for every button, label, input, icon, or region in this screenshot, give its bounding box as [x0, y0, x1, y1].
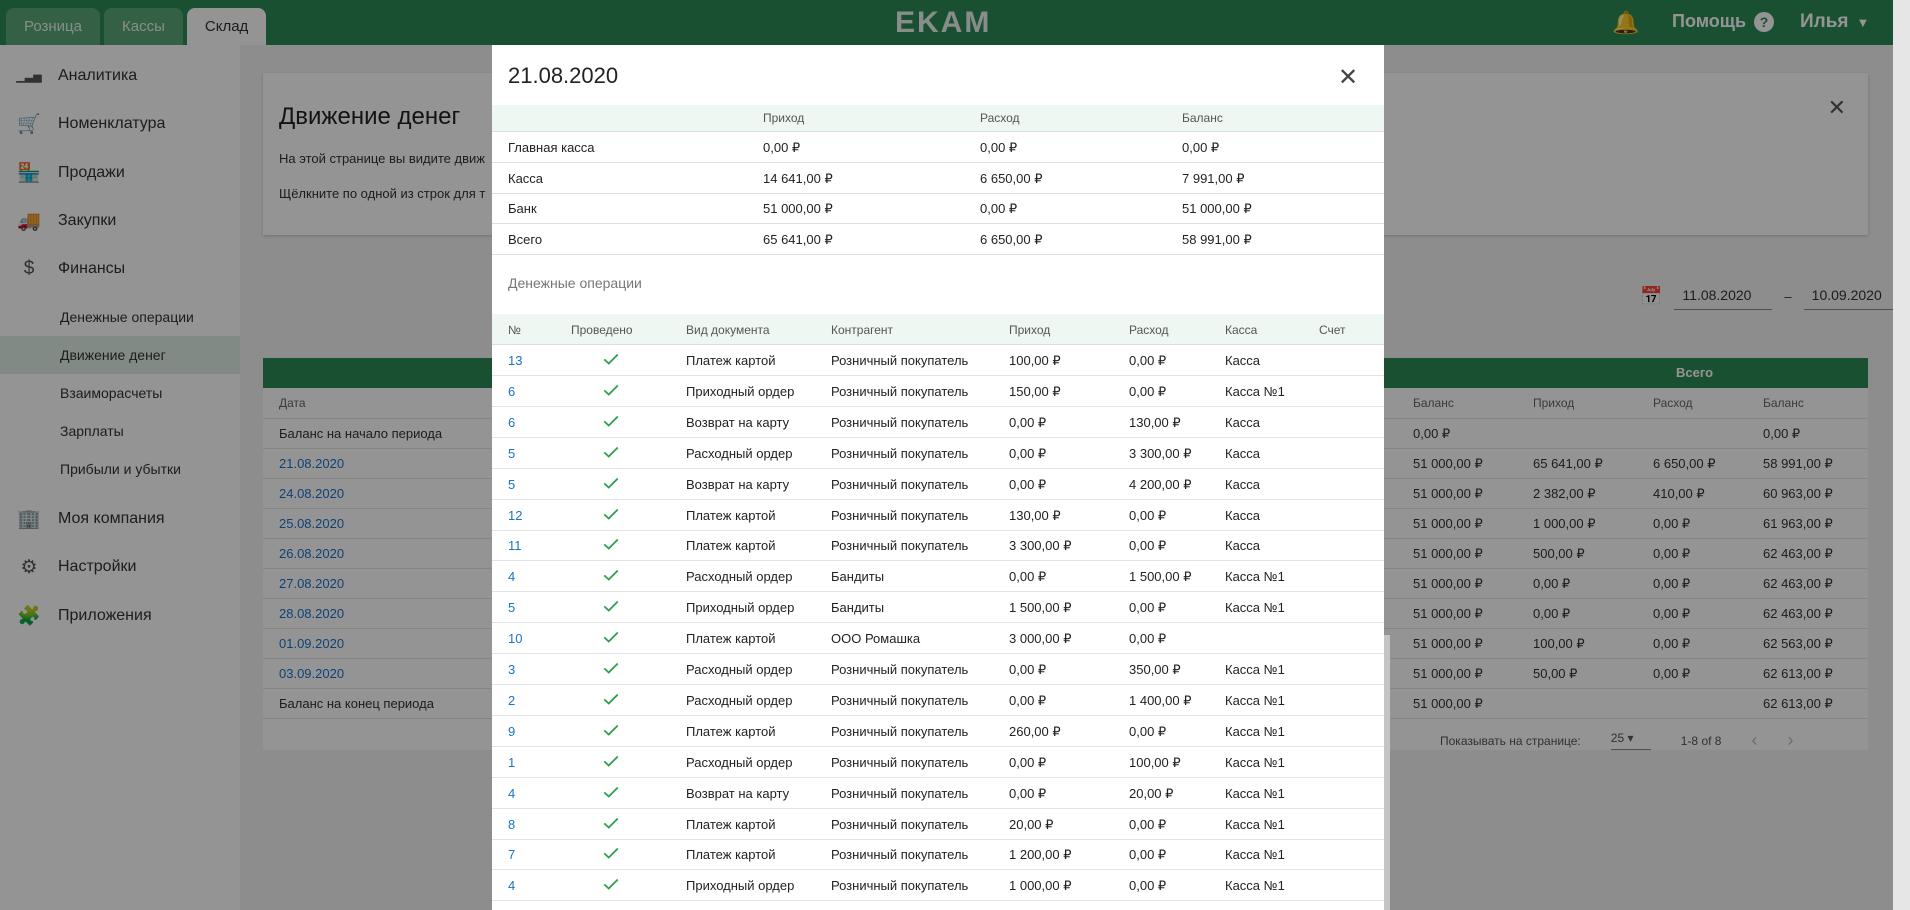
sidebar-subitem-0[interactable]: Денежные операции — [60, 309, 194, 325]
row-balance: 51 000,00 ₽ — [1413, 516, 1483, 531]
operation-row[interactable] — [492, 716, 1384, 747]
summary-account-name: Всего — [508, 231, 543, 247]
sidebar-item-label: Моя компания — [58, 510, 165, 527]
check-icon — [602, 690, 620, 708]
operation-number-link[interactable]: 5 — [508, 600, 516, 616]
operation-expense: 0,00 ₽ — [1129, 353, 1167, 368]
ops-income-header: Приход — [1009, 323, 1051, 337]
rows-per-page-value: 25 — [1610, 731, 1625, 745]
building-icon: 🏢 — [17, 509, 41, 530]
operation-cash: Касса — [1225, 507, 1261, 523]
operation-agent: Бандиты — [831, 569, 885, 585]
operation-agent: Розничный покупатель — [831, 878, 969, 894]
summary-balance: 0,00 ₽ — [1182, 140, 1220, 155]
operation-income: 150,00 ₽ — [1009, 383, 1061, 399]
operation-expense: 350,00 ₽ — [1129, 662, 1181, 677]
summary-account-name: Касса — [508, 170, 544, 186]
row-income: 50,00 ₽ — [1533, 666, 1578, 681]
check-icon — [602, 875, 620, 893]
operation-cash: Касса №1 — [1225, 692, 1285, 708]
operation-row[interactable] — [492, 685, 1384, 716]
tab-1[interactable]: Кассы — [104, 8, 183, 45]
check-icon — [602, 814, 620, 832]
tab-0[interactable]: Розница — [6, 8, 100, 45]
summary-balance-header: Баланс — [1182, 111, 1223, 125]
operation-agent: Розничный покупатель — [831, 785, 969, 801]
operation-income: 0,00 ₽ — [1009, 785, 1047, 801]
operation-doctype: Возврат на карту — [686, 414, 790, 430]
help-label: Помощь — [1672, 11, 1747, 31]
row-expense: 0,00 ₽ — [1653, 546, 1691, 561]
row-total-balance: 62 613,00 ₽ — [1763, 666, 1833, 681]
operation-row[interactable] — [492, 778, 1384, 809]
close-icon[interactable]: ✕ — [1827, 95, 1846, 120]
row-date: Баланс на начало периода — [279, 426, 443, 441]
check-icon — [602, 597, 620, 615]
operation-number-link[interactable]: 5 — [508, 476, 516, 492]
operation-income: 0,00 ₽ — [1009, 754, 1047, 770]
operation-row[interactable] — [492, 623, 1384, 654]
summary-income-header: Приход — [763, 111, 805, 125]
day-details-modal — [492, 45, 1384, 910]
operation-doctype: Платеж картой — [686, 847, 776, 863]
sidebar-item-label: Номенклатура — [58, 115, 166, 133]
operation-number-link[interactable]: 5 — [508, 445, 516, 461]
operation-row[interactable] — [492, 561, 1384, 592]
dollar-icon: $ — [23, 258, 35, 280]
check-icon — [602, 535, 620, 553]
summary-account-name: Банк — [508, 201, 537, 216]
row-income: 2 382,00 ₽ — [1533, 486, 1596, 501]
page-description: На этой странице вы видите движ — [279, 151, 485, 166]
row-income: 100,00 ₽ — [1533, 636, 1585, 651]
operation-number-link[interactable]: 4 — [508, 785, 516, 801]
operation-income: 1 000,00 ₽ — [1009, 878, 1072, 894]
operation-agent: Розничный покупатель — [831, 847, 969, 863]
operation-number-link[interactable]: 6 — [508, 414, 516, 430]
operation-doctype: Платеж картой — [686, 631, 776, 647]
operation-cash: Касса №1 — [1225, 569, 1285, 585]
row-expense: 0,00 ₽ — [1653, 516, 1691, 531]
row-expense: 0,00 ₽ — [1653, 636, 1691, 651]
row-income: 1 000,00 ₽ — [1533, 516, 1596, 531]
operation-cash: Касса №1 — [1225, 878, 1285, 894]
operation-doctype: Платеж картой — [686, 723, 776, 739]
chevron-right-icon[interactable]: › — [1787, 730, 1794, 750]
row-date[interactable]: 26.08.2020 — [279, 546, 345, 561]
date-separator: – — [1784, 289, 1792, 304]
row-balance: 51 000,00 ₽ — [1413, 606, 1483, 621]
operation-cash: Касса №1 — [1225, 662, 1285, 677]
operation-income: 0,00 ₽ — [1009, 445, 1047, 461]
operation-agent: Розничный покупатель — [831, 538, 969, 554]
cart-icon: 🛒 — [17, 114, 41, 136]
check-icon — [602, 721, 620, 739]
gear-icon: ⚙ — [20, 556, 38, 578]
row-total-balance: 61 963,00 ₽ — [1763, 516, 1833, 531]
sidebar-subitem-1[interactable]: Движение денег — [0, 336, 240, 374]
puzzle-icon: 🧩 — [17, 605, 41, 627]
chevron-down-icon: ▼ — [1856, 14, 1870, 30]
check-icon — [602, 412, 620, 430]
expense-column-header: Расход — [1653, 396, 1693, 410]
operation-doctype: Расходный ордер — [686, 754, 793, 770]
bar-chart-icon: ▁▃▅ — [16, 70, 42, 83]
operation-doctype: Расходный ордер — [686, 445, 793, 461]
operation-agent: Розничный покупатель — [831, 507, 969, 523]
operation-cash: Касса №1 — [1225, 600, 1285, 616]
summary-expense-header: Расход — [980, 111, 1020, 125]
row-total-balance: 62 463,00 ₽ — [1763, 546, 1833, 561]
check-icon — [602, 443, 620, 461]
operation-doctype: Расходный ордер — [686, 662, 793, 677]
operation-income: 1 200,00 ₽ — [1009, 847, 1072, 863]
row-balance: 51 000,00 ₽ — [1413, 576, 1483, 591]
operation-income: 1 500,00 ₽ — [1009, 600, 1072, 616]
operation-number-link[interactable]: 1 — [508, 754, 516, 770]
row-balance: 51 000,00 ₽ — [1413, 636, 1483, 651]
operation-expense: 1 400,00 ₽ — [1129, 692, 1192, 708]
operation-agent: Розничный покупатель — [831, 723, 969, 739]
operation-expense: 100,00 ₽ — [1129, 754, 1181, 770]
operation-expense: 4 200,00 ₽ — [1129, 476, 1192, 492]
operation-number-link[interactable]: 8 — [508, 816, 516, 832]
summary-expense: 6 650,00 ₽ — [980, 170, 1043, 186]
operation-row[interactable] — [492, 870, 1384, 901]
income-column-header: Приход — [1533, 396, 1575, 410]
operation-row[interactable] — [492, 530, 1384, 561]
summary-balance: 58 991,00 ₽ — [1182, 231, 1252, 247]
operation-agent: Бандиты — [831, 600, 885, 616]
row-expense: 6 650,00 ₽ — [1653, 456, 1716, 471]
operation-row[interactable] — [492, 809, 1384, 840]
row-income: 500,00 ₽ — [1533, 546, 1585, 561]
operation-cash: Касса — [1225, 476, 1261, 492]
operation-expense: 0,00 ₽ — [1129, 383, 1167, 399]
operation-agent: Розничный покупатель — [831, 414, 969, 430]
operation-agent: Розничный покупатель — [831, 754, 969, 770]
check-icon — [602, 381, 620, 399]
row-total-balance: 60 963,00 ₽ — [1763, 486, 1833, 501]
operation-cash: Касса №1 — [1225, 847, 1285, 863]
check-icon — [602, 628, 620, 646]
row-total-balance: 58 991,00 ₽ — [1763, 456, 1833, 471]
store-icon: 🏪 — [17, 162, 41, 184]
row-date[interactable]: 28.08.2020 — [279, 606, 345, 621]
balance-column-header: Баланс — [1413, 396, 1454, 410]
operation-expense: 0,00 ₽ — [1129, 507, 1167, 523]
page-range: 1-8 of 8 — [1680, 733, 1722, 748]
row-total-balance: 62 463,00 ₽ — [1763, 576, 1833, 591]
row-date[interactable]: 25.08.2020 — [279, 516, 345, 531]
sidebar-item-label: Финансы — [58, 260, 126, 278]
operation-agent: Розничный покупатель — [831, 662, 969, 677]
row-balance: 51 000,00 ₽ — [1413, 456, 1483, 471]
operation-number-link[interactable]: 3 — [508, 662, 516, 677]
operation-number-link[interactable]: 10 — [508, 631, 523, 647]
summary-income: 14 641,00 ₽ — [763, 170, 833, 186]
chevron-left-icon[interactable]: ‹ — [1751, 730, 1758, 750]
operation-doctype: Платеж картой — [686, 353, 776, 368]
operation-expense: 0,00 ₽ — [1129, 723, 1167, 739]
operation-agent: ООО Ромашка — [831, 631, 921, 647]
question-icon: ? — [1754, 12, 1774, 32]
check-icon — [602, 474, 620, 492]
summary-row — [492, 132, 1384, 163]
operation-agent: Розничный покупатель — [831, 353, 969, 368]
operation-row[interactable] — [492, 345, 1384, 376]
bell-icon[interactable]: 🔔 — [1612, 10, 1640, 35]
row-balance: 51 000,00 ₽ — [1413, 666, 1483, 681]
check-icon — [602, 350, 620, 368]
row-date[interactable]: 24.08.2020 — [279, 486, 345, 501]
operation-expense: 0,00 ₽ — [1129, 631, 1167, 647]
operation-income: 0,00 ₽ — [1009, 476, 1047, 492]
summary-row — [492, 193, 1384, 224]
row-expense: 0,00 ₽ — [1653, 576, 1691, 591]
operation-expense: 0,00 ₽ — [1129, 816, 1167, 832]
operation-number-link[interactable]: 11 — [508, 538, 522, 554]
summary-balance: 7 991,00 ₽ — [1182, 170, 1245, 186]
operation-expense: 1 500,00 ₽ — [1129, 569, 1192, 585]
operation-income: 0,00 ₽ — [1009, 662, 1047, 677]
operation-doctype: Приходный ордер — [686, 383, 795, 399]
operation-income: 260,00 ₽ — [1009, 723, 1061, 739]
operation-cash: Касса — [1225, 538, 1261, 554]
operation-doctype: Расходный ордер — [686, 692, 793, 708]
operations-section-title: Денежные операции — [508, 275, 642, 291]
check-icon — [602, 752, 620, 770]
sidebar-subitem-4[interactable]: Прибыли и убытки — [60, 461, 181, 477]
tab-2[interactable]: Склад — [187, 8, 266, 45]
row-total-balance: 0,00 ₽ — [1763, 426, 1801, 441]
operation-expense: 0,00 ₽ — [1129, 538, 1167, 554]
operation-number-link[interactable]: 6 — [508, 383, 516, 399]
modal-scrollbar-thumb[interactable] — [1384, 635, 1390, 910]
row-expense: 0,00 ₽ — [1653, 606, 1691, 621]
operation-number-link[interactable]: 4 — [508, 569, 516, 585]
operation-agent: Розничный покупатель — [831, 692, 969, 708]
operation-number-link[interactable]: 4 — [508, 878, 516, 894]
total-balance-column-header: Баланс — [1763, 396, 1804, 410]
summary-income: 0,00 ₽ — [763, 140, 801, 155]
operation-row[interactable] — [492, 839, 1384, 870]
check-icon — [602, 783, 620, 801]
operation-cash: Касса №1 — [1225, 383, 1285, 399]
summary-account-name: Главная касса — [508, 140, 595, 155]
operation-cash: Касса — [1225, 414, 1261, 430]
operation-agent: Розничный покупатель — [831, 445, 969, 461]
operation-agent: Розничный покупатель — [831, 383, 969, 399]
check-icon — [602, 505, 620, 523]
row-income: 65 641,00 ₽ — [1533, 456, 1603, 471]
operation-cash: Касса №1 — [1225, 754, 1285, 770]
row-balance: 51 000,00 ₽ — [1413, 696, 1483, 711]
operation-doctype: Приходный ордер — [686, 600, 795, 616]
row-balance: 51 000,00 ₽ — [1413, 546, 1483, 561]
summary-balance: 51 000,00 ₽ — [1182, 201, 1252, 216]
row-balance: 0,00 ₽ — [1413, 426, 1451, 441]
page-hint: Щёлкните по одной из строк для т — [279, 186, 486, 201]
operation-cash: Касса №1 — [1225, 723, 1285, 739]
operation-doctype: Расходный ордер — [686, 569, 793, 585]
operation-expense: 0,00 ₽ — [1129, 847, 1167, 863]
operation-row[interactable] — [492, 469, 1384, 500]
operation-doctype: Платеж картой — [686, 538, 776, 554]
check-icon — [602, 659, 620, 677]
operation-expense: 20,00 ₽ — [1129, 785, 1174, 801]
row-expense: 410,00 ₽ — [1653, 486, 1705, 501]
operation-income: 0,00 ₽ — [1009, 569, 1047, 585]
ops-cash-header: Касса — [1225, 323, 1258, 337]
sidebar-subitem-2[interactable]: Взаиморасчеты — [60, 385, 163, 401]
operation-number-link[interactable]: 13 — [508, 353, 523, 368]
ops-agent-header: Контрагент — [831, 323, 894, 337]
operation-doctype: Платеж картой — [686, 816, 776, 832]
operation-expense: 0,00 ₽ — [1129, 878, 1167, 894]
operation-expense: 3 300,00 ₽ — [1129, 445, 1192, 461]
operation-cash: Касса №1 — [1225, 785, 1285, 801]
summary-header-row — [492, 105, 1384, 132]
operation-doctype: Приходный ордер — [686, 878, 795, 894]
operation-number-link[interactable]: 2 — [508, 692, 516, 708]
user-name: Илья — [1800, 11, 1849, 32]
row-date[interactable]: 01.09.2020 — [279, 636, 345, 651]
check-icon — [602, 566, 620, 584]
sidebar-item-label: Настройки — [58, 558, 137, 576]
operation-expense: 130,00 ₽ — [1129, 414, 1181, 430]
operation-number-link[interactable]: 9 — [508, 723, 516, 739]
modal-title: 21.08.2020 — [508, 63, 619, 88]
operation-row[interactable] — [492, 500, 1384, 531]
operation-cash: Касса — [1225, 445, 1261, 461]
summary-income: 51 000,00 ₽ — [763, 201, 833, 216]
date-to-field[interactable]: 10.09.2020 — [1804, 283, 1902, 310]
page-title: Движение денег — [279, 103, 461, 130]
summary-expense: 6 650,00 ₽ — [980, 231, 1043, 247]
operation-doctype: Возврат на карту — [686, 476, 790, 492]
close-icon[interactable]: ✕ — [1338, 64, 1359, 91]
operation-income: 3 000,00 ₽ — [1009, 631, 1072, 647]
row-total-balance: 62 613,00 ₽ — [1763, 696, 1833, 711]
operations-header-row — [492, 314, 1384, 345]
operation-doctype: Платеж картой — [686, 507, 776, 523]
row-expense: 0,00 ₽ — [1653, 666, 1691, 681]
operation-number-link[interactable]: 12 — [508, 507, 523, 523]
summary-row — [492, 224, 1384, 255]
operation-row[interactable] — [492, 407, 1384, 438]
operation-income: 0,00 ₽ — [1009, 414, 1047, 430]
date-column-header: Дата — [279, 396, 306, 410]
operation-row[interactable] — [492, 654, 1384, 685]
date-from-field[interactable]: 11.08.2020 — [1674, 283, 1772, 310]
row-total-balance: 62 463,00 ₽ — [1763, 606, 1833, 621]
sidebar-item-label: Приложения — [58, 606, 152, 624]
calendar-icon[interactable]: 📅 — [1640, 286, 1663, 306]
operation-income: 100,00 ₽ — [1009, 353, 1061, 368]
operation-cash: Касса — [1225, 353, 1261, 368]
ops-account-header: Счет — [1319, 323, 1346, 337]
operation-row[interactable] — [492, 747, 1384, 778]
ops-expense-header: Расход — [1129, 323, 1169, 337]
operation-agent: Розничный покупатель — [831, 476, 969, 492]
operation-income: 130,00 ₽ — [1009, 507, 1061, 523]
summary-row — [492, 163, 1384, 194]
operation-income: 3 300,00 ₽ — [1009, 538, 1072, 554]
row-income: 0,00 ₽ — [1533, 606, 1571, 621]
summary-expense: 0,00 ₽ — [980, 140, 1018, 155]
operation-row[interactable] — [492, 438, 1384, 469]
row-income: 0,00 ₽ — [1533, 576, 1571, 591]
row-total-balance: 62 563,00 ₽ — [1763, 636, 1833, 651]
ekam-logo: EKAM — [895, 6, 992, 39]
operation-agent: Розничный покупатель — [831, 816, 969, 832]
row-date[interactable]: 03.09.2020 — [279, 666, 345, 681]
sidebar-item-label: Продажи — [58, 163, 125, 181]
page-scrollbar[interactable] — [1893, 0, 1910, 910]
operation-income: 0,00 ₽ — [1009, 692, 1047, 708]
operation-number-link[interactable]: 7 — [508, 847, 516, 863]
sidebar-item-label: Аналитика — [58, 67, 138, 84]
row-date[interactable]: 21.08.2020 — [279, 456, 345, 471]
operation-row[interactable] — [492, 592, 1384, 623]
summary-expense: 0,00 ₽ — [980, 201, 1018, 216]
truck-icon: 🚚 — [17, 210, 41, 232]
sidebar-subitem-3[interactable]: Зарплаты — [60, 423, 124, 439]
operation-expense: 0,00 ₽ — [1129, 600, 1167, 616]
operation-income: 20,00 ₽ — [1009, 816, 1054, 832]
row-balance: 51 000,00 ₽ — [1413, 486, 1483, 501]
check-icon — [602, 844, 620, 862]
sidebar-item-label: Закупки — [58, 211, 117, 229]
row-date: Баланс на конец периода — [279, 696, 434, 711]
ops-number-header: № — [508, 323, 521, 337]
total-header: Всего — [1676, 365, 1714, 380]
summary-income: 65 641,00 ₽ — [763, 231, 833, 247]
ops-doctype-header: Вид документа — [686, 323, 770, 337]
row-date[interactable]: 27.08.2020 — [279, 576, 345, 591]
rows-per-page-label: Показывать на странице: — [1440, 733, 1581, 748]
operation-row[interactable] — [492, 376, 1384, 407]
operation-doctype: Возврат на карту — [686, 785, 790, 801]
operation-cash: Касса №1 — [1225, 816, 1285, 832]
ops-posted-header: Проведено — [571, 323, 633, 337]
rows-per-page-select[interactable]: 25 ▾ — [1611, 731, 1651, 750]
